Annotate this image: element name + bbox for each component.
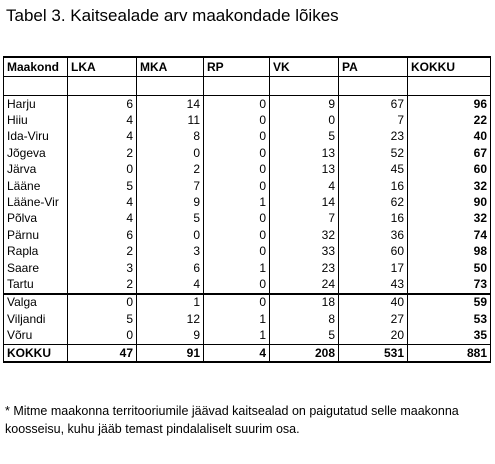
value-cell: 18 bbox=[270, 294, 339, 311]
value-cell: 3 bbox=[68, 260, 137, 276]
row-total-cell: 67 bbox=[408, 145, 491, 161]
row-total-cell: 90 bbox=[408, 194, 491, 210]
value-cell: 14 bbox=[270, 194, 339, 210]
value-cell: 60 bbox=[339, 244, 408, 260]
value-cell: 45 bbox=[339, 162, 408, 178]
county-name-cell: Viljandi bbox=[4, 311, 68, 327]
county-name-cell: Valga bbox=[4, 294, 68, 311]
row-total-cell: 74 bbox=[408, 227, 491, 243]
empty-cell bbox=[137, 77, 204, 96]
table-row bbox=[4, 311, 491, 327]
row-total-cell: 73 bbox=[408, 276, 491, 293]
value-cell: 40 bbox=[339, 294, 408, 311]
value-cell: 8 bbox=[270, 311, 339, 327]
county-name-cell: Ida-Viru bbox=[4, 129, 68, 145]
row-total-cell: 96 bbox=[408, 96, 491, 113]
value-cell: 5 bbox=[270, 129, 339, 145]
empty-cell bbox=[339, 77, 408, 96]
value-cell: 62 bbox=[339, 194, 408, 210]
value-cell: 0 bbox=[204, 162, 270, 178]
value-cell: 23 bbox=[339, 129, 408, 145]
value-cell: 9 bbox=[137, 327, 204, 344]
value-cell: 20 bbox=[339, 327, 408, 344]
value-cell: 4 bbox=[270, 178, 339, 194]
row-total-cell: 22 bbox=[408, 112, 491, 128]
value-cell: 9 bbox=[270, 96, 339, 113]
value-cell: 0 bbox=[204, 178, 270, 194]
column-total-cell: 531 bbox=[339, 344, 408, 362]
row-total-cell: 53 bbox=[408, 311, 491, 327]
value-cell: 1 bbox=[204, 311, 270, 327]
value-cell: 0 bbox=[204, 96, 270, 113]
column-total-cell: 208 bbox=[270, 344, 339, 362]
value-cell: 12 bbox=[137, 311, 204, 327]
empty-cell bbox=[270, 77, 339, 96]
column-total-cell: 91 bbox=[137, 344, 204, 362]
county-name-cell: Järva bbox=[4, 162, 68, 178]
row-total-cell: 60 bbox=[408, 162, 491, 178]
empty-cell bbox=[68, 77, 137, 96]
column-header: RP bbox=[204, 57, 270, 77]
row-total-cell: 32 bbox=[408, 178, 491, 194]
value-cell: 0 bbox=[270, 112, 339, 128]
table-row bbox=[4, 112, 491, 128]
value-cell: 7 bbox=[270, 211, 339, 227]
empty-cell bbox=[4, 77, 68, 96]
value-cell: 1 bbox=[204, 327, 270, 344]
value-cell: 16 bbox=[339, 178, 408, 194]
table-row bbox=[4, 129, 491, 145]
value-cell: 5 bbox=[68, 178, 137, 194]
value-cell: 7 bbox=[137, 178, 204, 194]
value-cell: 0 bbox=[68, 162, 137, 178]
value-cell: 0 bbox=[137, 145, 204, 161]
table-row bbox=[4, 162, 491, 178]
value-cell: 4 bbox=[68, 129, 137, 145]
county-name-cell: Harju bbox=[4, 96, 68, 113]
row-total-cell: 59 bbox=[408, 294, 491, 311]
county-name-cell: Lääne bbox=[4, 178, 68, 194]
value-cell: 17 bbox=[339, 260, 408, 276]
value-cell: 36 bbox=[339, 227, 408, 243]
column-header: PA bbox=[339, 57, 408, 77]
value-cell: 0 bbox=[137, 227, 204, 243]
value-cell: 0 bbox=[204, 244, 270, 260]
county-name-cell: Hiiu bbox=[4, 112, 68, 128]
value-cell: 11 bbox=[137, 112, 204, 128]
value-cell: 1 bbox=[137, 294, 204, 311]
county-name-cell: Lääne-Vir bbox=[4, 194, 68, 210]
protected-areas-table bbox=[3, 56, 491, 363]
value-cell: 0 bbox=[204, 129, 270, 145]
column-header: MKA bbox=[137, 57, 204, 77]
table-title: Tabel 3. Kaitsealade arv maakondade lõikes bbox=[6, 6, 339, 25]
value-cell: 0 bbox=[204, 276, 270, 293]
empty-cell bbox=[408, 77, 491, 96]
table-row bbox=[4, 211, 491, 227]
column-total-cell: 881 bbox=[408, 344, 491, 362]
column-header: KOKKU bbox=[408, 57, 491, 77]
table-row bbox=[4, 276, 491, 293]
total-label-cell: KOKKU bbox=[4, 344, 68, 362]
table-row bbox=[4, 327, 491, 344]
value-cell: 4 bbox=[137, 276, 204, 293]
table-row bbox=[4, 194, 491, 210]
column-header: LKA bbox=[68, 57, 137, 77]
value-cell: 2 bbox=[68, 244, 137, 260]
value-cell: 5 bbox=[270, 327, 339, 344]
value-cell: 3 bbox=[137, 244, 204, 260]
value-cell: 16 bbox=[339, 211, 408, 227]
value-cell: 24 bbox=[270, 276, 339, 293]
value-cell: 4 bbox=[68, 211, 137, 227]
table-total-row bbox=[4, 344, 491, 362]
column-total-cell: 47 bbox=[68, 344, 137, 362]
value-cell: 2 bbox=[137, 162, 204, 178]
value-cell: 43 bbox=[339, 276, 408, 293]
value-cell: 0 bbox=[68, 294, 137, 311]
value-cell: 7 bbox=[339, 112, 408, 128]
value-cell: 0 bbox=[204, 227, 270, 243]
value-cell: 67 bbox=[339, 96, 408, 113]
value-cell: 33 bbox=[270, 244, 339, 260]
table-row bbox=[4, 227, 491, 243]
table-row bbox=[4, 178, 491, 194]
column-header: VK bbox=[270, 57, 339, 77]
value-cell: 32 bbox=[270, 227, 339, 243]
column-header: Maakond bbox=[4, 57, 68, 77]
value-cell: 14 bbox=[137, 96, 204, 113]
value-cell: 2 bbox=[68, 276, 137, 293]
county-name-cell: Tartu bbox=[4, 276, 68, 293]
value-cell: 23 bbox=[270, 260, 339, 276]
empty-cell bbox=[204, 77, 270, 96]
row-total-cell: 40 bbox=[408, 129, 491, 145]
county-name-cell: Pärnu bbox=[4, 227, 68, 243]
value-cell: 0 bbox=[68, 327, 137, 344]
value-cell: 4 bbox=[68, 194, 137, 210]
value-cell: 1 bbox=[204, 194, 270, 210]
county-name-cell: Jõgeva bbox=[4, 145, 68, 161]
table-row bbox=[4, 96, 491, 113]
county-name-cell: Saare bbox=[4, 260, 68, 276]
table-blank-row bbox=[4, 77, 491, 96]
value-cell: 5 bbox=[68, 311, 137, 327]
footnote: * Mitme maakonna territooriumile jäävad kaitsealad on paigutatud selle maakonna koosseisu, kuhu jääb temast pindalaliselt suurim osa. bbox=[5, 404, 459, 436]
value-cell: 4 bbox=[68, 112, 137, 128]
value-cell: 0 bbox=[204, 294, 270, 311]
table-row bbox=[4, 244, 491, 260]
county-name-cell: Rapla bbox=[4, 244, 68, 260]
value-cell: 2 bbox=[68, 145, 137, 161]
table-row bbox=[4, 260, 491, 276]
value-cell: 0 bbox=[204, 211, 270, 227]
row-total-cell: 32 bbox=[408, 211, 491, 227]
value-cell: 9 bbox=[137, 194, 204, 210]
value-cell: 0 bbox=[204, 145, 270, 161]
value-cell: 27 bbox=[339, 311, 408, 327]
value-cell: 8 bbox=[137, 129, 204, 145]
value-cell: 13 bbox=[270, 162, 339, 178]
column-total-cell: 4 bbox=[204, 344, 270, 362]
county-name-cell: Põlva bbox=[4, 211, 68, 227]
value-cell: 6 bbox=[137, 260, 204, 276]
value-cell: 0 bbox=[204, 112, 270, 128]
county-name-cell: Võru bbox=[4, 327, 68, 344]
value-cell: 6 bbox=[68, 227, 137, 243]
row-total-cell: 35 bbox=[408, 327, 491, 344]
table-row bbox=[4, 145, 491, 161]
table-row bbox=[4, 294, 491, 311]
row-total-cell: 98 bbox=[408, 244, 491, 260]
table-header-row bbox=[4, 57, 491, 77]
value-cell: 13 bbox=[270, 145, 339, 161]
row-total-cell: 50 bbox=[408, 260, 491, 276]
value-cell: 6 bbox=[68, 96, 137, 113]
value-cell: 52 bbox=[339, 145, 408, 161]
value-cell: 1 bbox=[204, 260, 270, 276]
value-cell: 5 bbox=[137, 211, 204, 227]
